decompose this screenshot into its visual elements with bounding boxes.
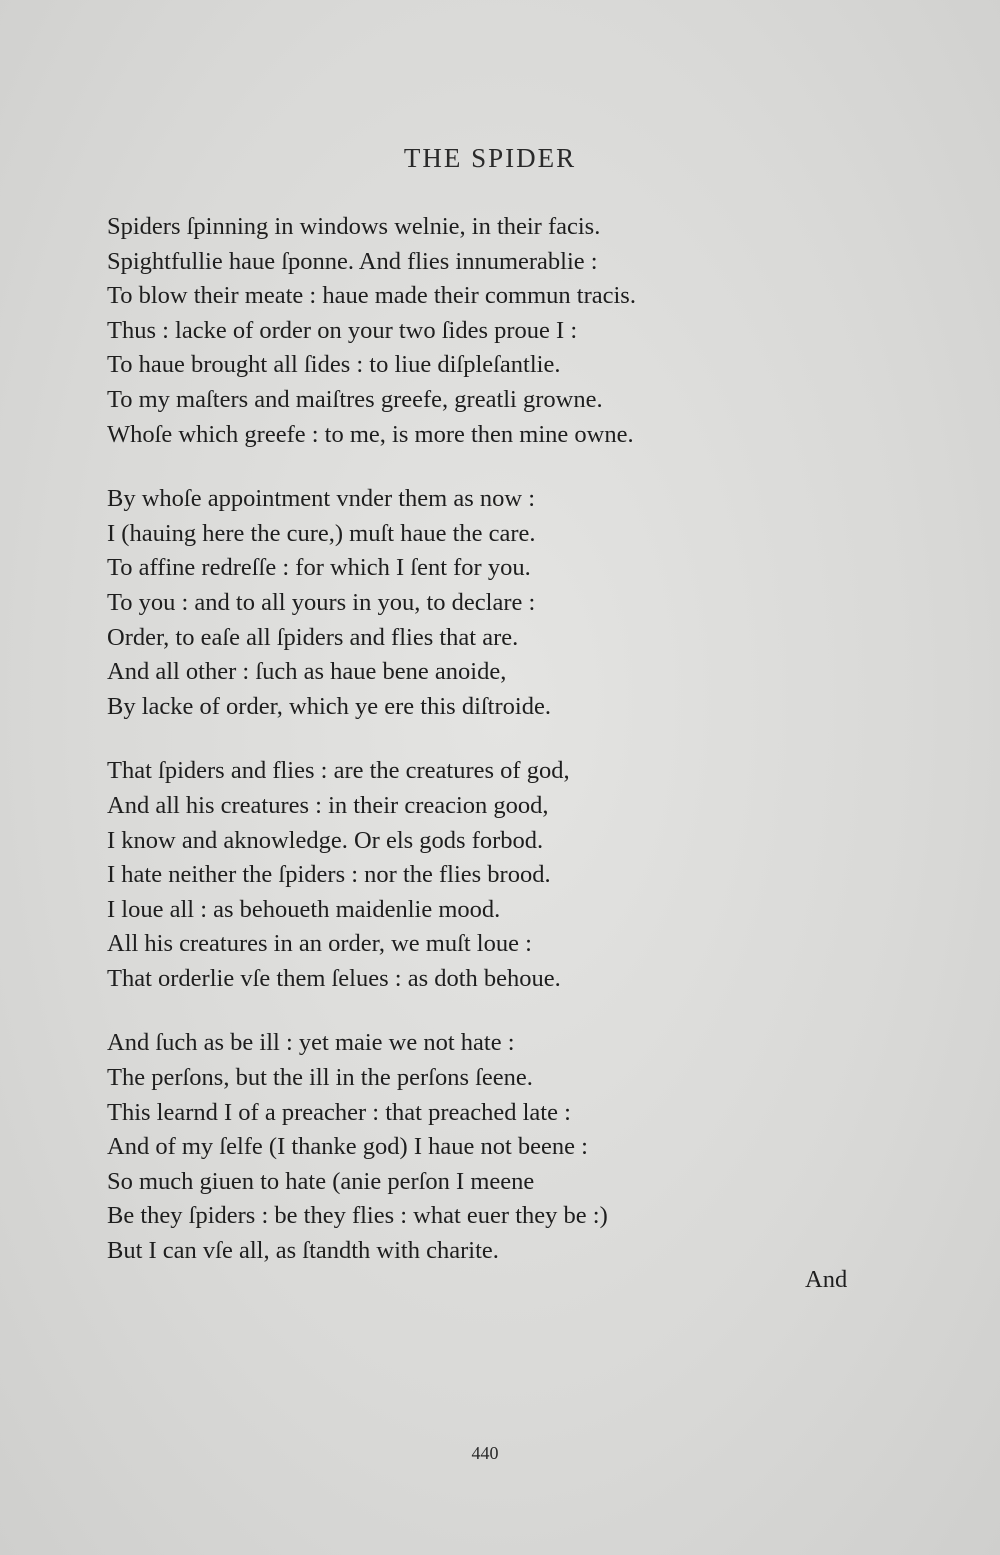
poem-line: The perſons, but the ill in the perſons ſeene. — [107, 1064, 533, 1092]
poem-line: And all other : ſuch as haue bene anoide, — [107, 658, 507, 686]
poem-line: And of my ſelfe (I thanke god) I haue not beene : — [107, 1133, 588, 1161]
stanza-4 — [107, 1026, 907, 1268]
poem-line: I know and aknowledge. Or els gods forbod. — [107, 826, 544, 854]
poem-line: To haue brought all ſides : to liue diſpleſantlie. — [107, 351, 561, 379]
poem-line: I (hauing here the cure,) muſt haue the care. — [107, 519, 536, 547]
poem-line: I hate neither the ſpiders : nor the flies brood. — [107, 861, 551, 889]
poem-line: So much giuen to hate (anie perſon I meene — [107, 1167, 535, 1195]
poem-line: That ſpiders and flies : are the creatures of god, — [107, 757, 570, 785]
poem-line: And ſuch as be ill : yet maie we not hate : — [107, 1029, 515, 1057]
poem-line: To my maſters and maiſtres greefe, greatli growne. — [107, 385, 603, 413]
poem-line: This learnd I of a preacher : that preached late : — [107, 1098, 571, 1126]
catchword: And — [805, 1266, 848, 1293]
poem-line: Spiders ſpinning in windows welnie, in their facis. — [107, 213, 601, 240]
poem-line: And all his creatures : in their creacion good, — [107, 791, 549, 819]
stanza-3 — [107, 754, 907, 996]
poem-body — [107, 210, 907, 1299]
poem-line: Be they ſpiders : be they flies : what euer they be :) — [107, 1202, 608, 1230]
poem-line: To blow their meate : haue made their commun tracis. — [107, 282, 636, 310]
poem-line: But I can vſe all, as ſtandth with charite. — [107, 1237, 499, 1265]
poem-line: That orderlie vſe them ſelues : as doth behoue. — [107, 964, 561, 992]
page-title: THE SPIDER — [403, 143, 577, 173]
poem-line: Spightfullie haue ſponne. And flies innumerablie : — [107, 247, 598, 275]
poem-line: By lacke of order, which ye ere this diſtroide. — [107, 692, 551, 720]
poem-line: All his creatures in an order, we muſt loue : — [107, 930, 532, 958]
poem-line: To you : and to all yours in you, to declare : — [107, 588, 536, 616]
stanza-2 — [107, 482, 907, 724]
poem-line: By whoſe appointment vnder them as now : — [107, 485, 535, 513]
poem-line: Thus : lacke of order on your two ſides proue I : — [107, 316, 578, 344]
stanza-1 — [107, 210, 907, 452]
poem-line: I loue all : as behoueth maidenlie mood. — [107, 895, 501, 923]
page-number: 440 — [471, 1443, 499, 1463]
poem-line: Order, to eaſe all ſpiders and flies that are. — [107, 623, 519, 651]
poem-line: Whoſe which greefe : to me, is more then mine owne. — [107, 420, 634, 448]
poem-line: To affine redreſſe : for which I ſent for you. — [107, 554, 531, 582]
